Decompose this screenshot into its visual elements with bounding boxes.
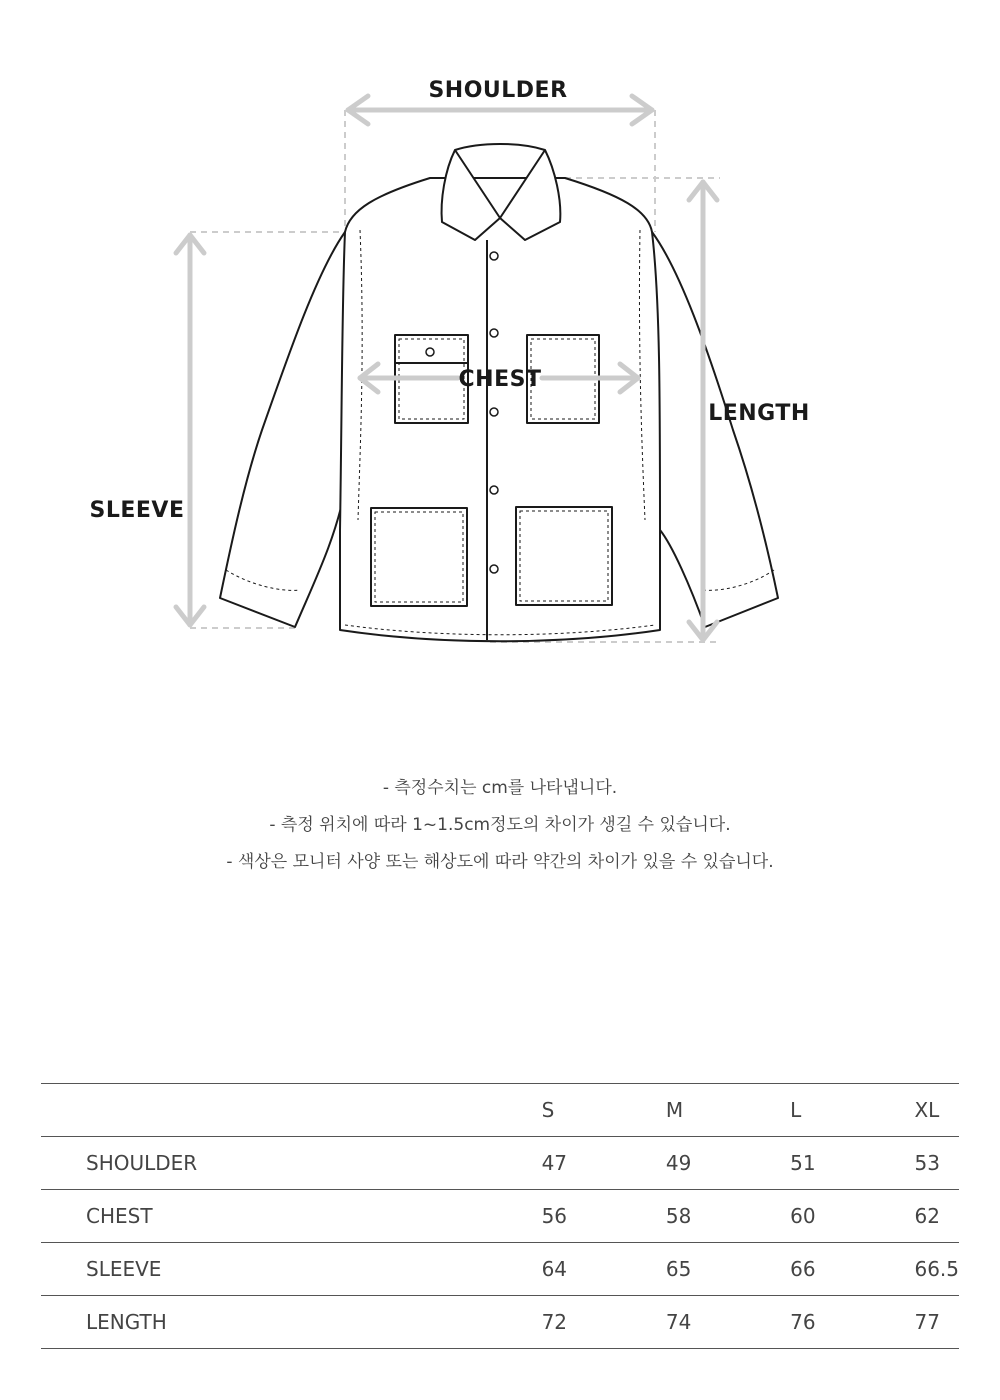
collar-back [455,144,545,150]
table-cell: 56 [541,1204,568,1228]
table-cell: 65 [665,1257,692,1281]
measurement-notes [0,770,1000,881]
header-cell [41,1084,542,1137]
left-sleeve [220,232,345,627]
table-cell: 51 [790,1151,816,1175]
note-line: - 측정 위치에 따라 1~1.5cm정도의 차이가 생길 수 있습니다. [269,815,731,835]
table-row [41,1137,959,1190]
button-icon [490,329,498,337]
row-label: CHEST [86,1204,153,1228]
header-cell-xl: XL [914,1098,940,1122]
button-icon [490,486,498,494]
row-label: SLEEVE [86,1257,162,1281]
table-cell: 74 [665,1310,692,1334]
row-label: LENGTH [86,1310,167,1334]
button-icon [490,252,498,260]
table-cell: 60 [790,1204,816,1228]
table-cell: 53 [914,1151,940,1175]
button-icon [490,565,498,573]
length-label: LENGTH [708,401,810,426]
chest-label: CHEST [458,367,542,392]
pocket-button-icon [426,348,434,356]
size-table-header-row [41,1084,959,1137]
row-label: SHOULDER [86,1151,198,1175]
header-cell-m: M [665,1098,684,1122]
table-row [41,1296,959,1349]
right-sleeve [652,232,778,627]
note-line: - 측정수치는 cm를 나타냅니다. [382,778,618,798]
table-cell: 76 [790,1310,816,1334]
button-icon [490,408,498,416]
header-cell-s: S [541,1098,555,1122]
table-row [41,1190,959,1243]
jacket-outline [220,144,778,641]
table-cell: 66.5 [914,1257,959,1281]
table-cell: 66 [790,1257,816,1281]
table-cell: 49 [665,1151,692,1175]
size-table [41,1083,959,1349]
shoulder-label: SHOULDER [428,78,568,103]
table-cell: 58 [665,1204,692,1228]
sleeve-label: SLEEVE [89,498,185,523]
table-cell: 77 [914,1310,940,1334]
header-cell-l: L [790,1098,802,1122]
table-cell: 72 [541,1310,568,1334]
table-cell: 47 [541,1151,568,1175]
note-line: - 색상은 모니터 사양 또는 해상도에 따라 약간의 차이가 있을 수 있습니다. [226,852,774,872]
table-cell: 64 [541,1257,568,1281]
table-cell: 62 [914,1204,940,1228]
table-row [41,1243,959,1296]
